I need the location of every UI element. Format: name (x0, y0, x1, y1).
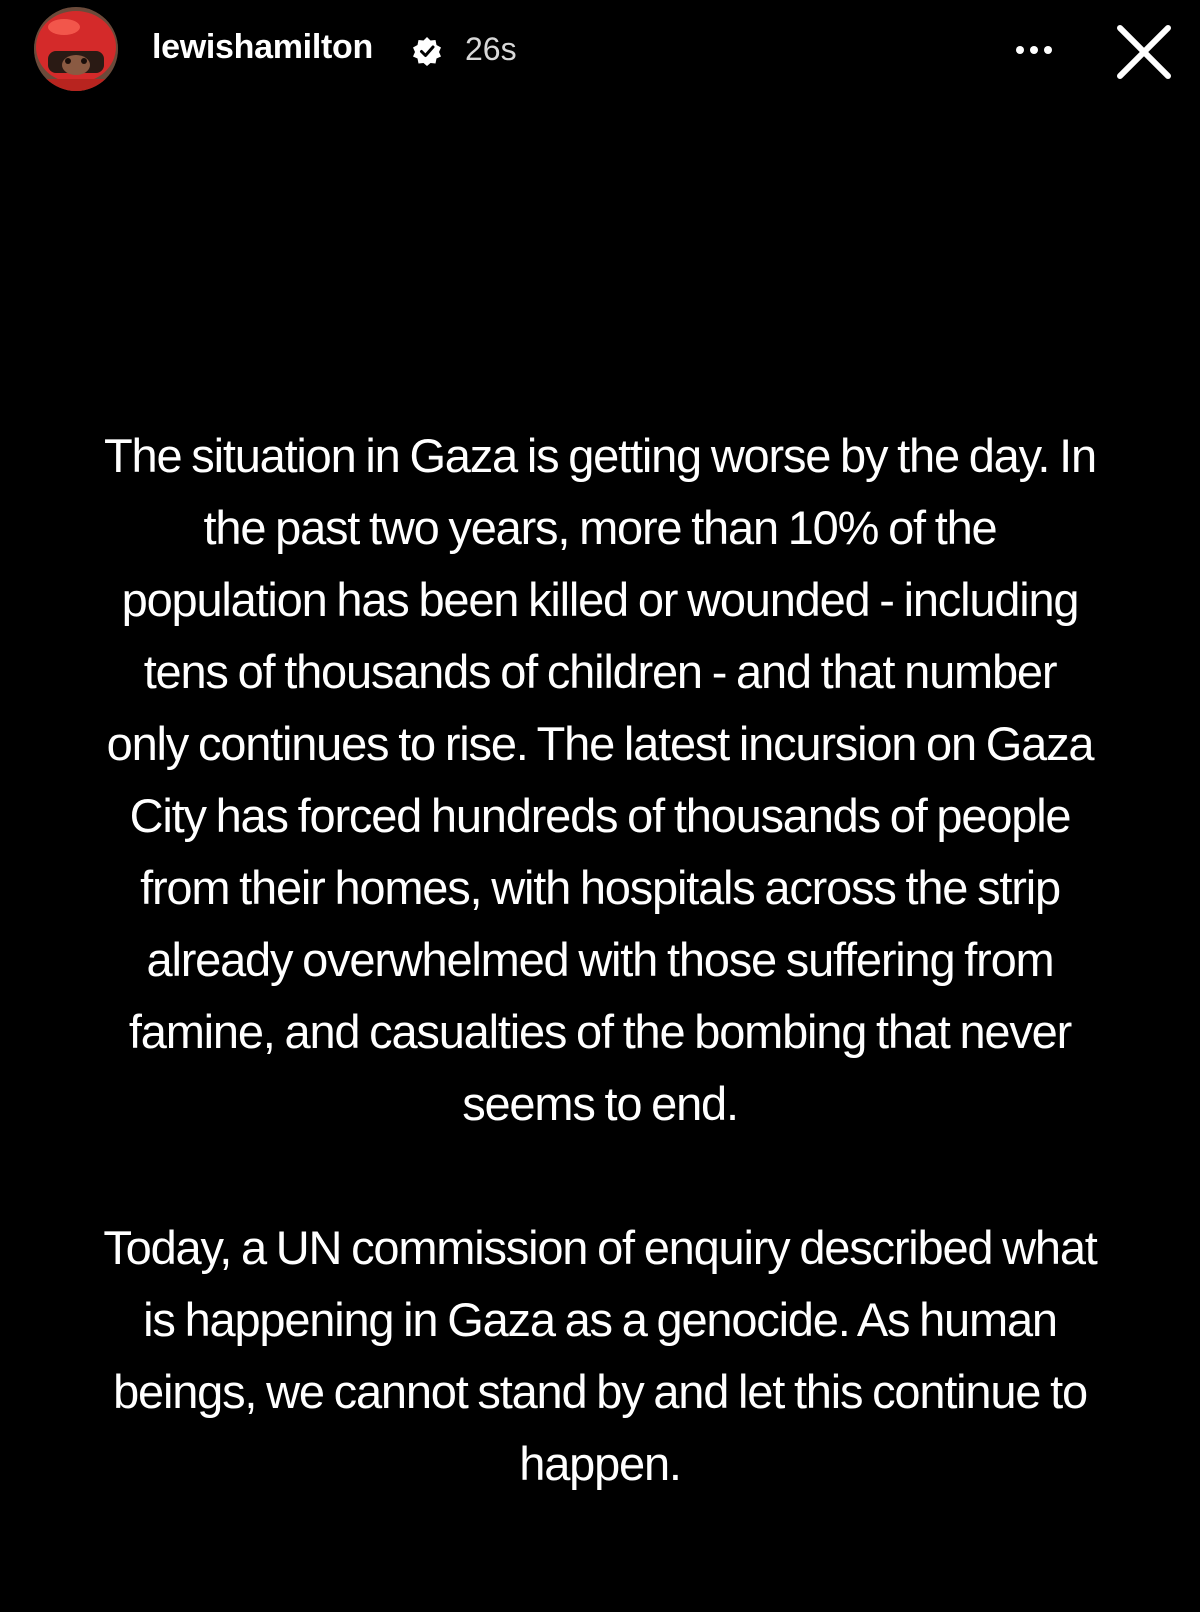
story-text-content (100, 420, 1100, 1500)
username[interactable]: lewishamilton (152, 28, 373, 66)
close-button[interactable] (1112, 20, 1176, 84)
avatar-red-helmet-icon (34, 7, 118, 91)
more-options-icon (1004, 30, 1064, 70)
story-timestamp: 26s (465, 31, 517, 67)
close-icon (1112, 20, 1176, 84)
story-paragraph-1: The situation in Gaza is getting worse by the day. In the past two years, more than 10% of the population has been killed or wounded - including tens of thousands of children - and that number only continues to rise. The latest incursion on Gaza City has forced hundreds of thousands of people from their homes, with hospitals across the strip already overwhelmed with those suffering from famine, and casualties of the bombing that never seems to end. (104, 429, 1096, 1130)
story-header (0, 0, 1200, 100)
more-options-button[interactable] (1004, 30, 1064, 70)
avatar[interactable] (34, 7, 118, 91)
story-paragraph-2: Today, a UN commission of enquiry described what is happening in Gaza as a genocide. As human beings, we cannot stand by and let this continue to happen. (103, 1221, 1097, 1490)
verified-badge-icon (412, 36, 442, 66)
